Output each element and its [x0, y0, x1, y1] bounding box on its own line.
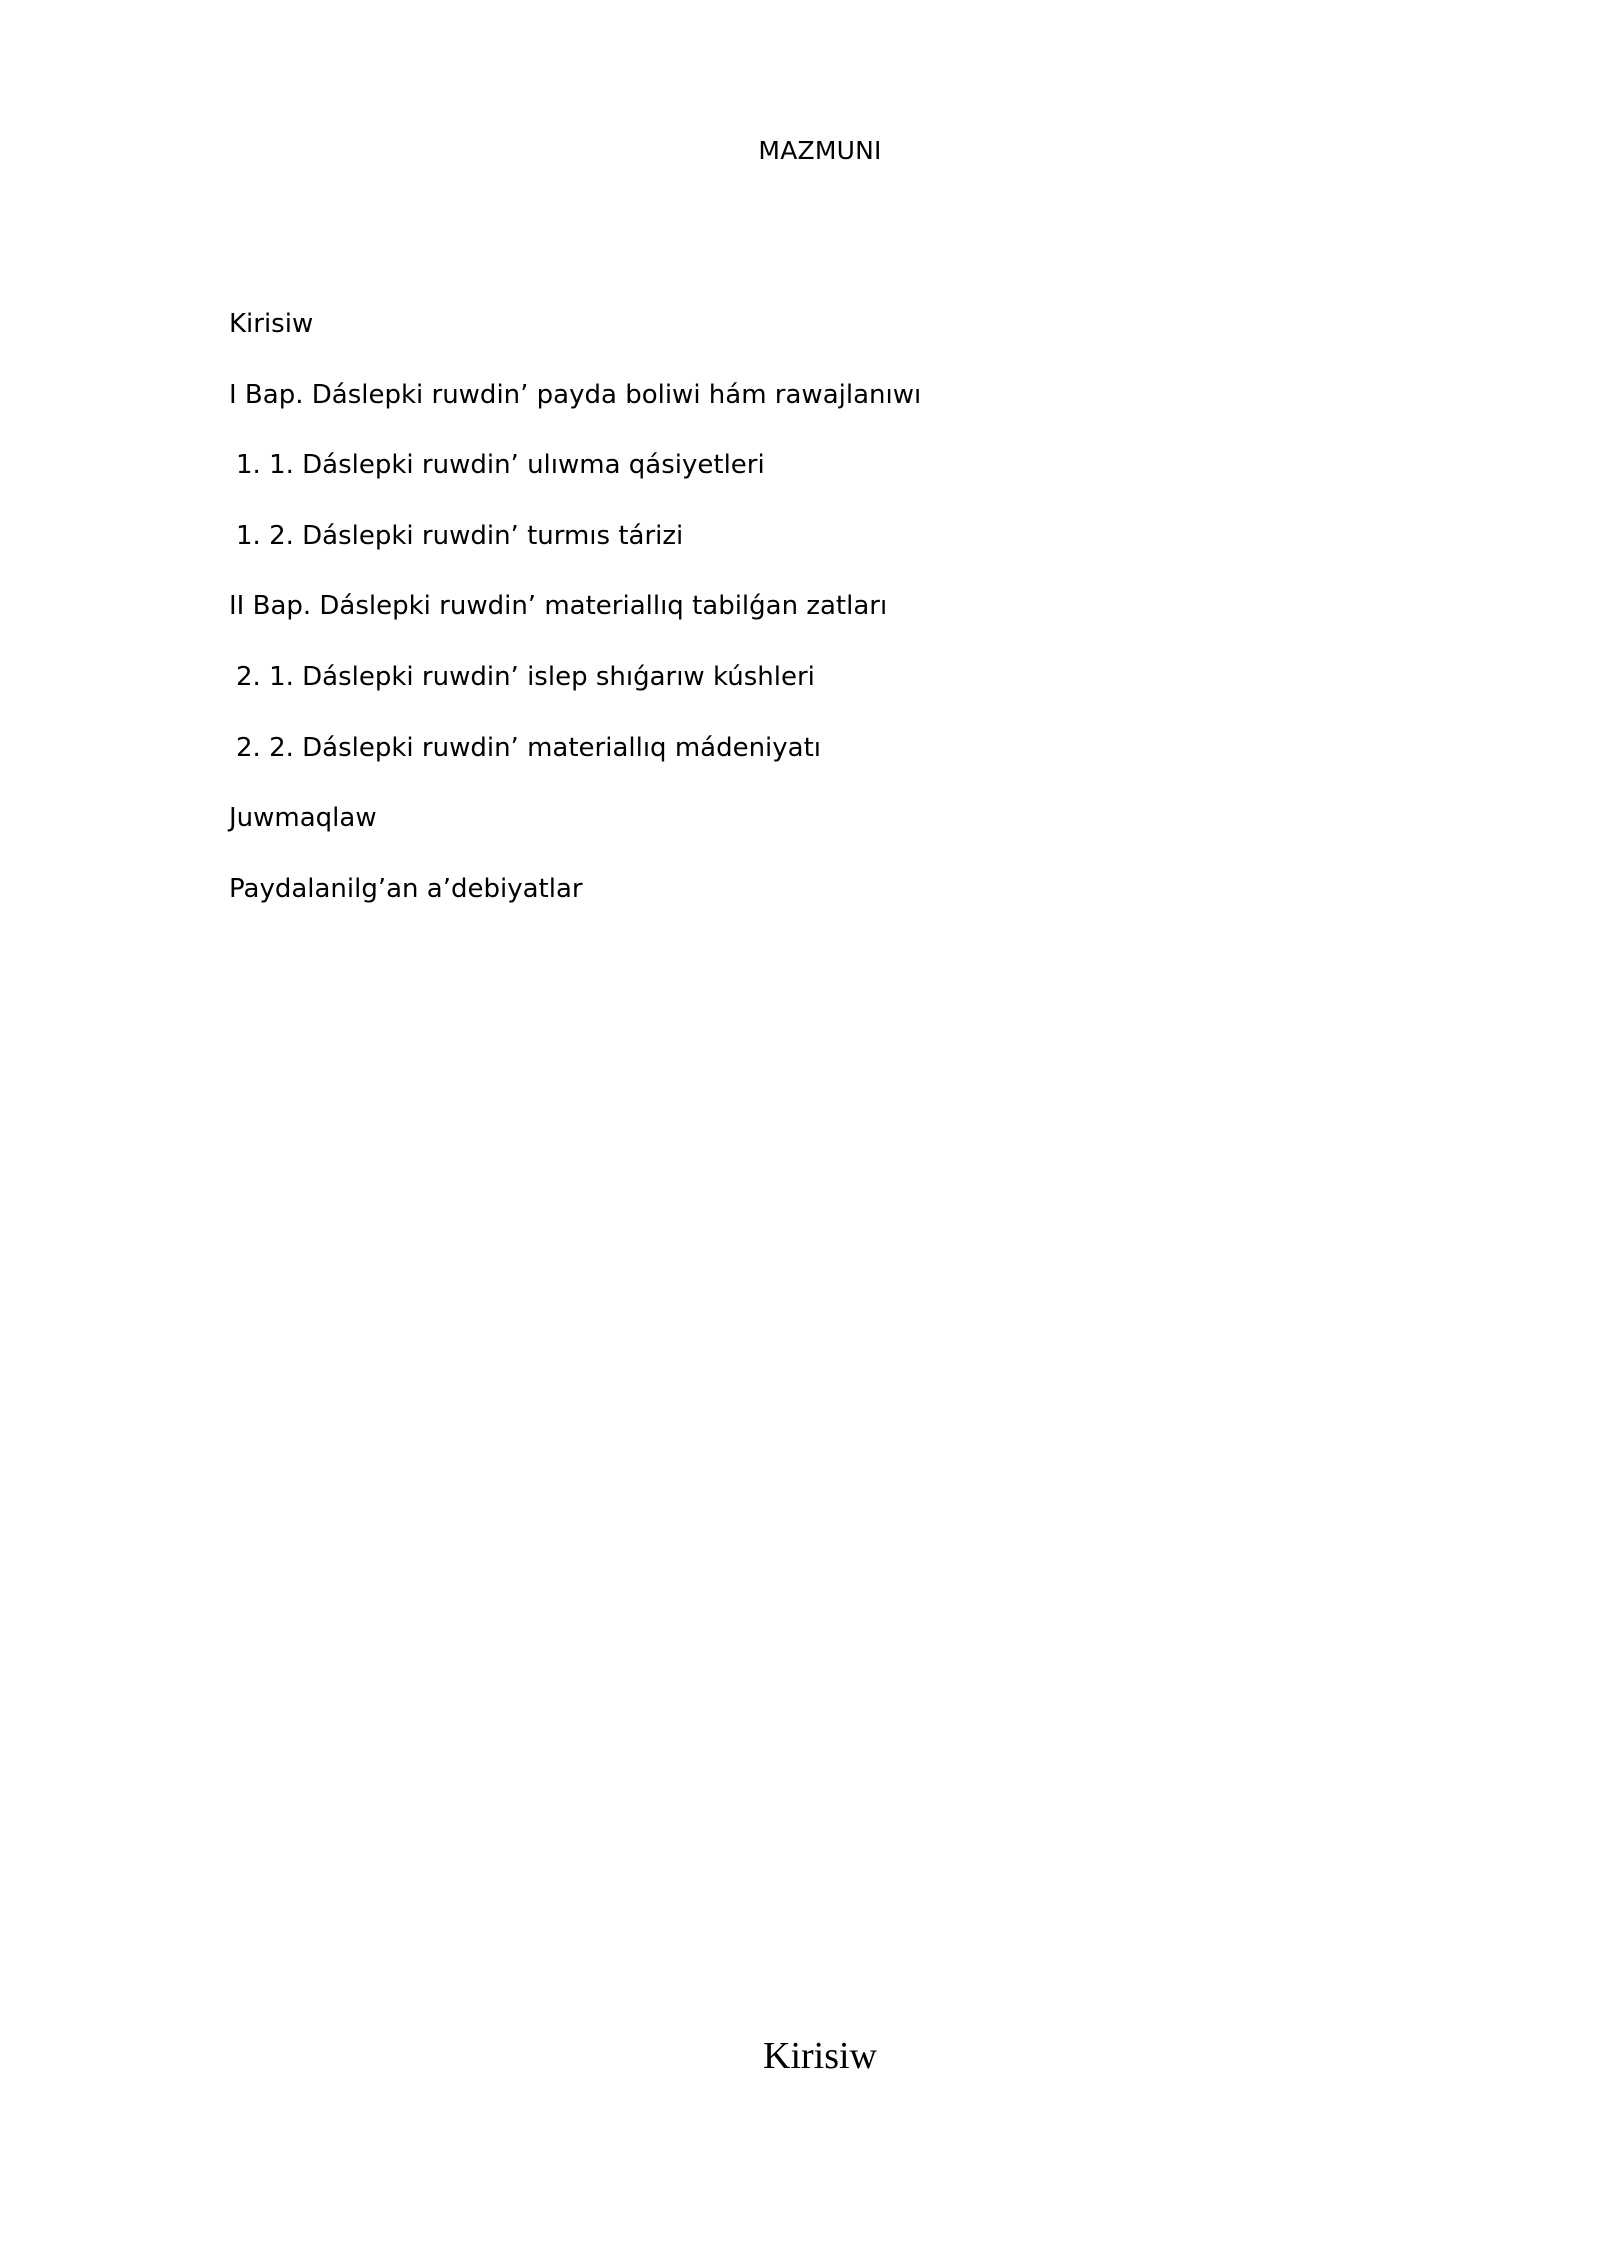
contents-heading: MAZMUNI [758, 136, 882, 165]
toc-item-references: Paydalanilg’an a’debiyatlar [229, 873, 583, 904]
table-of-contents [229, 306, 921, 941]
toc-item-chapter-2: II Bap. Dáslepki ruwdin’ materiallıq tabilǵan zatları [229, 591, 888, 622]
section-title-introduction: Kirisiw [763, 2035, 877, 2077]
toc-item-conclusion: Juwmaqlaw [229, 803, 377, 834]
toc-item-introduction: Kirisiw [229, 309, 314, 339]
toc-item-section-2-2: 2. 2. Dáslepki ruwdin’ materiallıq mádeniyatı [236, 732, 822, 763]
toc-item-section-1-2: 1. 2. Dáslepki ruwdin’ turmıs tárizi [236, 520, 684, 551]
toc-item-section-2-1: 2. 1. Dáslepki ruwdin’ islep shıǵarıw kúshleri [236, 661, 815, 692]
toc-item-section-1-1: 1. 1. Dáslepki ruwdin’ ulıwma qásiyetleri [236, 450, 765, 481]
toc-item-chapter-1: I Bap. Dáslepki ruwdin’ payda boliwi hám rawajlanıwı [229, 379, 922, 410]
